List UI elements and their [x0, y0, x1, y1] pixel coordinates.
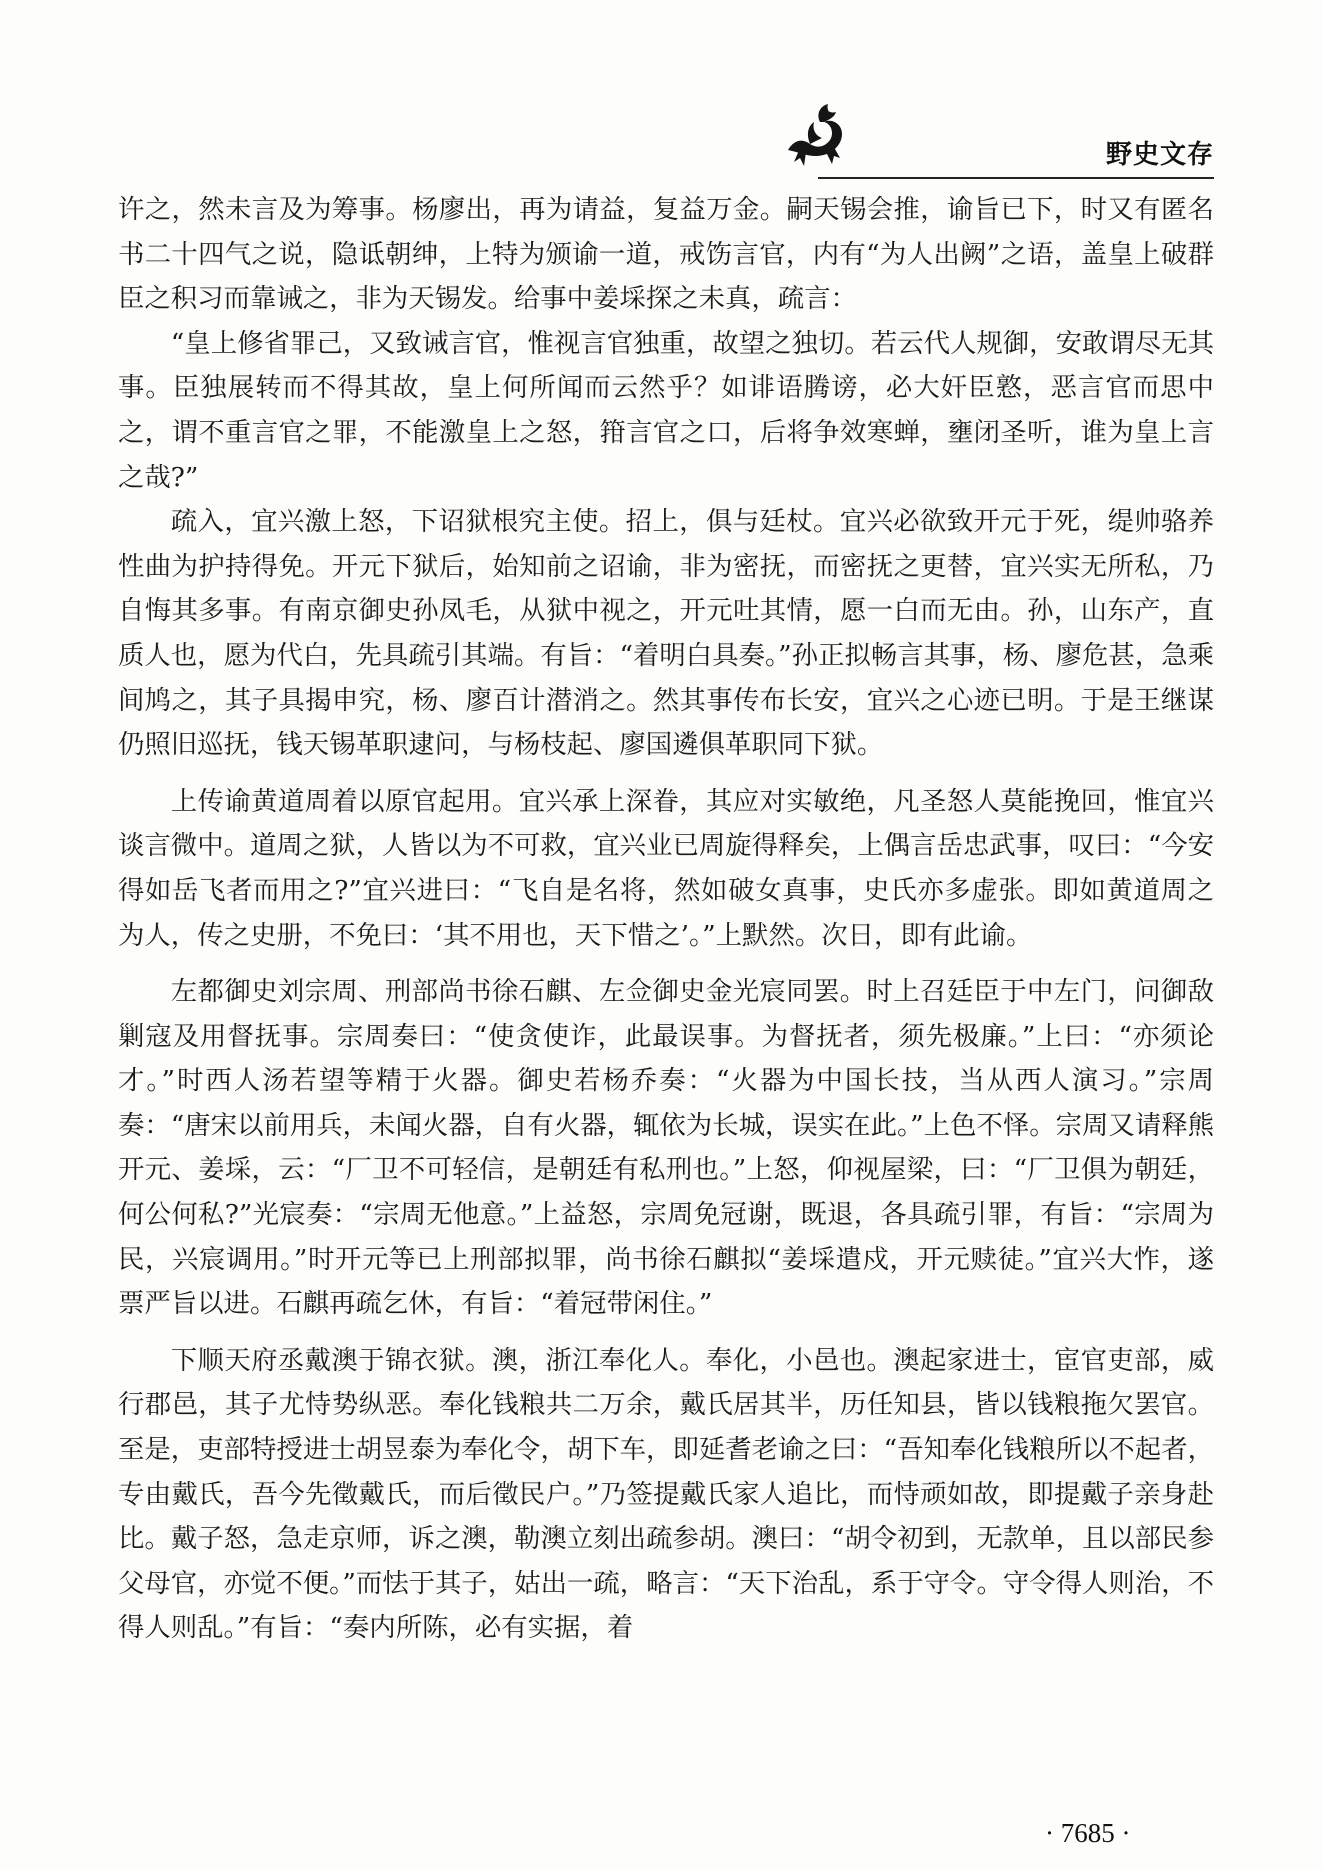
paragraph-5: 左都御史刘宗周、刑部尚书徐石麒、左佥御史金光宸同罢。时上召廷臣于中左门，问御敌剿寇及用督抚事。宗周奏曰：“使贪使诈，此最误事。为督抚者，须先极廉。”上曰：“亦须论才。”时西人汤若望等精于火器。御史若杨乔奏：“火器为中国长技，当从西人演习。”宗周奏：“唐宋以前用兵，未闻火器，自有火器，辄依为长城，误实在此。”上色不怿。宗周又请释熊开元、姜埰，云：“厂卫不可轻信，是朝廷有私刑也。”上怒，仰视屋梁，曰：“厂卫俱为朝廷，何公何私?”光宸奏：“宗周无他意。”上益怒，宗周免冠谢，既退，各具疏引罪，有旨：“宗周为民，兴宸调用。”时开元等已上刑部拟罪，尚书徐石麒拟“姜埰遣戍，开元赎徒。”宜兴大怍，遂票严旨以进。石麒再疏乞休，有旨：“着冠带闲住。” [118, 976, 1214, 1320]
paragraph-3: 疏入，宜兴激上怒，下诏狱根究主使。招上，俱与廷杖。宜兴必欲致开元于死，缇帅骆养性曲为护持得免。开元下狱后，始知前之诏谕，非为密抚，而密抚之更替，宜兴实无所私，乃自悔其多事。有南京御史孙凤毛，从狱中视之，开元吐其情，愿一白而无由。孙，山东产，直质人也，愿为代白，先具疏引其端。有旨：“着明白具奏。”孙正拟畅言其事，杨、廖危甚，急乘间鸠之，其子具揭申究，杨、廖百计潜消之。然其事传布长安，宜兴之心迹已明。于是王继谋仍照旧巡抚，钱天锡革职逮问，与杨枝起、廖国遴俱革职同下狱。 [118, 506, 1214, 761]
body-text [118, 188, 1214, 1651]
header-rule [818, 177, 1214, 179]
dragon-emblem-icon [780, 100, 854, 174]
paragraph-4: 上传谕黄道周着以原官起用。宜兴承上深眷，其应对实敏绝，凡圣怒人莫能挽回，惟宜兴谈言微中。道周之狱，人皆以为不可救，宜兴业已周旋得释矣，上偶言岳忠武事，叹曰：“今安得如岳飞者而用之?”宜兴进曰：“飞自是名将，然如破女真事，史氏亦多虚张。即如黄道周之为人，传之史册，不免曰：‘其不用也，天下惜之’。”上默然。次日，即有此谕。 [118, 785, 1214, 951]
page-number: · 7685 · [1045, 1818, 1131, 1848]
paragraph-6: 下顺天府丞戴澳于锦衣狱。澳，浙江奉化人。奉化，小邑也。澳起家进士，宦官吏部，威行郡邑，其子尤恃势纵恶。奉化钱粮共二万余，戴氏居其半，历任知县，皆以钱粮拖欠罢官。至是，吏部特授进士胡昱泰为奉化令，胡下车，即延耆老谕之曰：“吾知奉化钱粮所以不起者，专由戴氏，吾今先徵戴氏，而后徵民户。”乃签提戴氏家人追比，而恃顽如故，即提戴子亲身赴比。戴子怒，急走京师，诉之澳，勒澳立刻出疏参胡。澳曰：“胡令初到，无款单，且以部民参父母官，亦觉不便。”而怯于其子，姑出一疏，略言：“天下治乱，系于守令。守令得人则治，不得人则乱。”有旨：“奏内所陈，必有实据，着 [118, 1344, 1214, 1644]
paragraph-2: “皇上修省罪己，又致诫言官，惟视言官独重，故望之独切。若云代人规御，安敢谓尽无其事。臣独展转而不得其故，皇上何所闻而云然乎？如诽语腾谤，必大奸臣憝，恶言官而思中之，谓不重言官之罪，不能激皇上之怒，箝言官之口，后将争效寒蝉，壅闭圣听，谁为皇上言之哉?” [118, 327, 1214, 493]
running-header [118, 100, 1214, 180]
header-title: 野史文存 [1105, 140, 1214, 170]
paragraph-1: 许之，然未言及为筹事。杨廖出，再为请益，复益万金。嗣天锡会推，谕旨已下，时又有匿名书二十四气之说，隐诋朝绅，上特为颁谕一道，戒饬言官，内有“为人出阙”之语，盖皇上破群臣之积习而靠诫之，非为天锡发。给事中姜埰探之未真，疏言： [118, 194, 1214, 315]
